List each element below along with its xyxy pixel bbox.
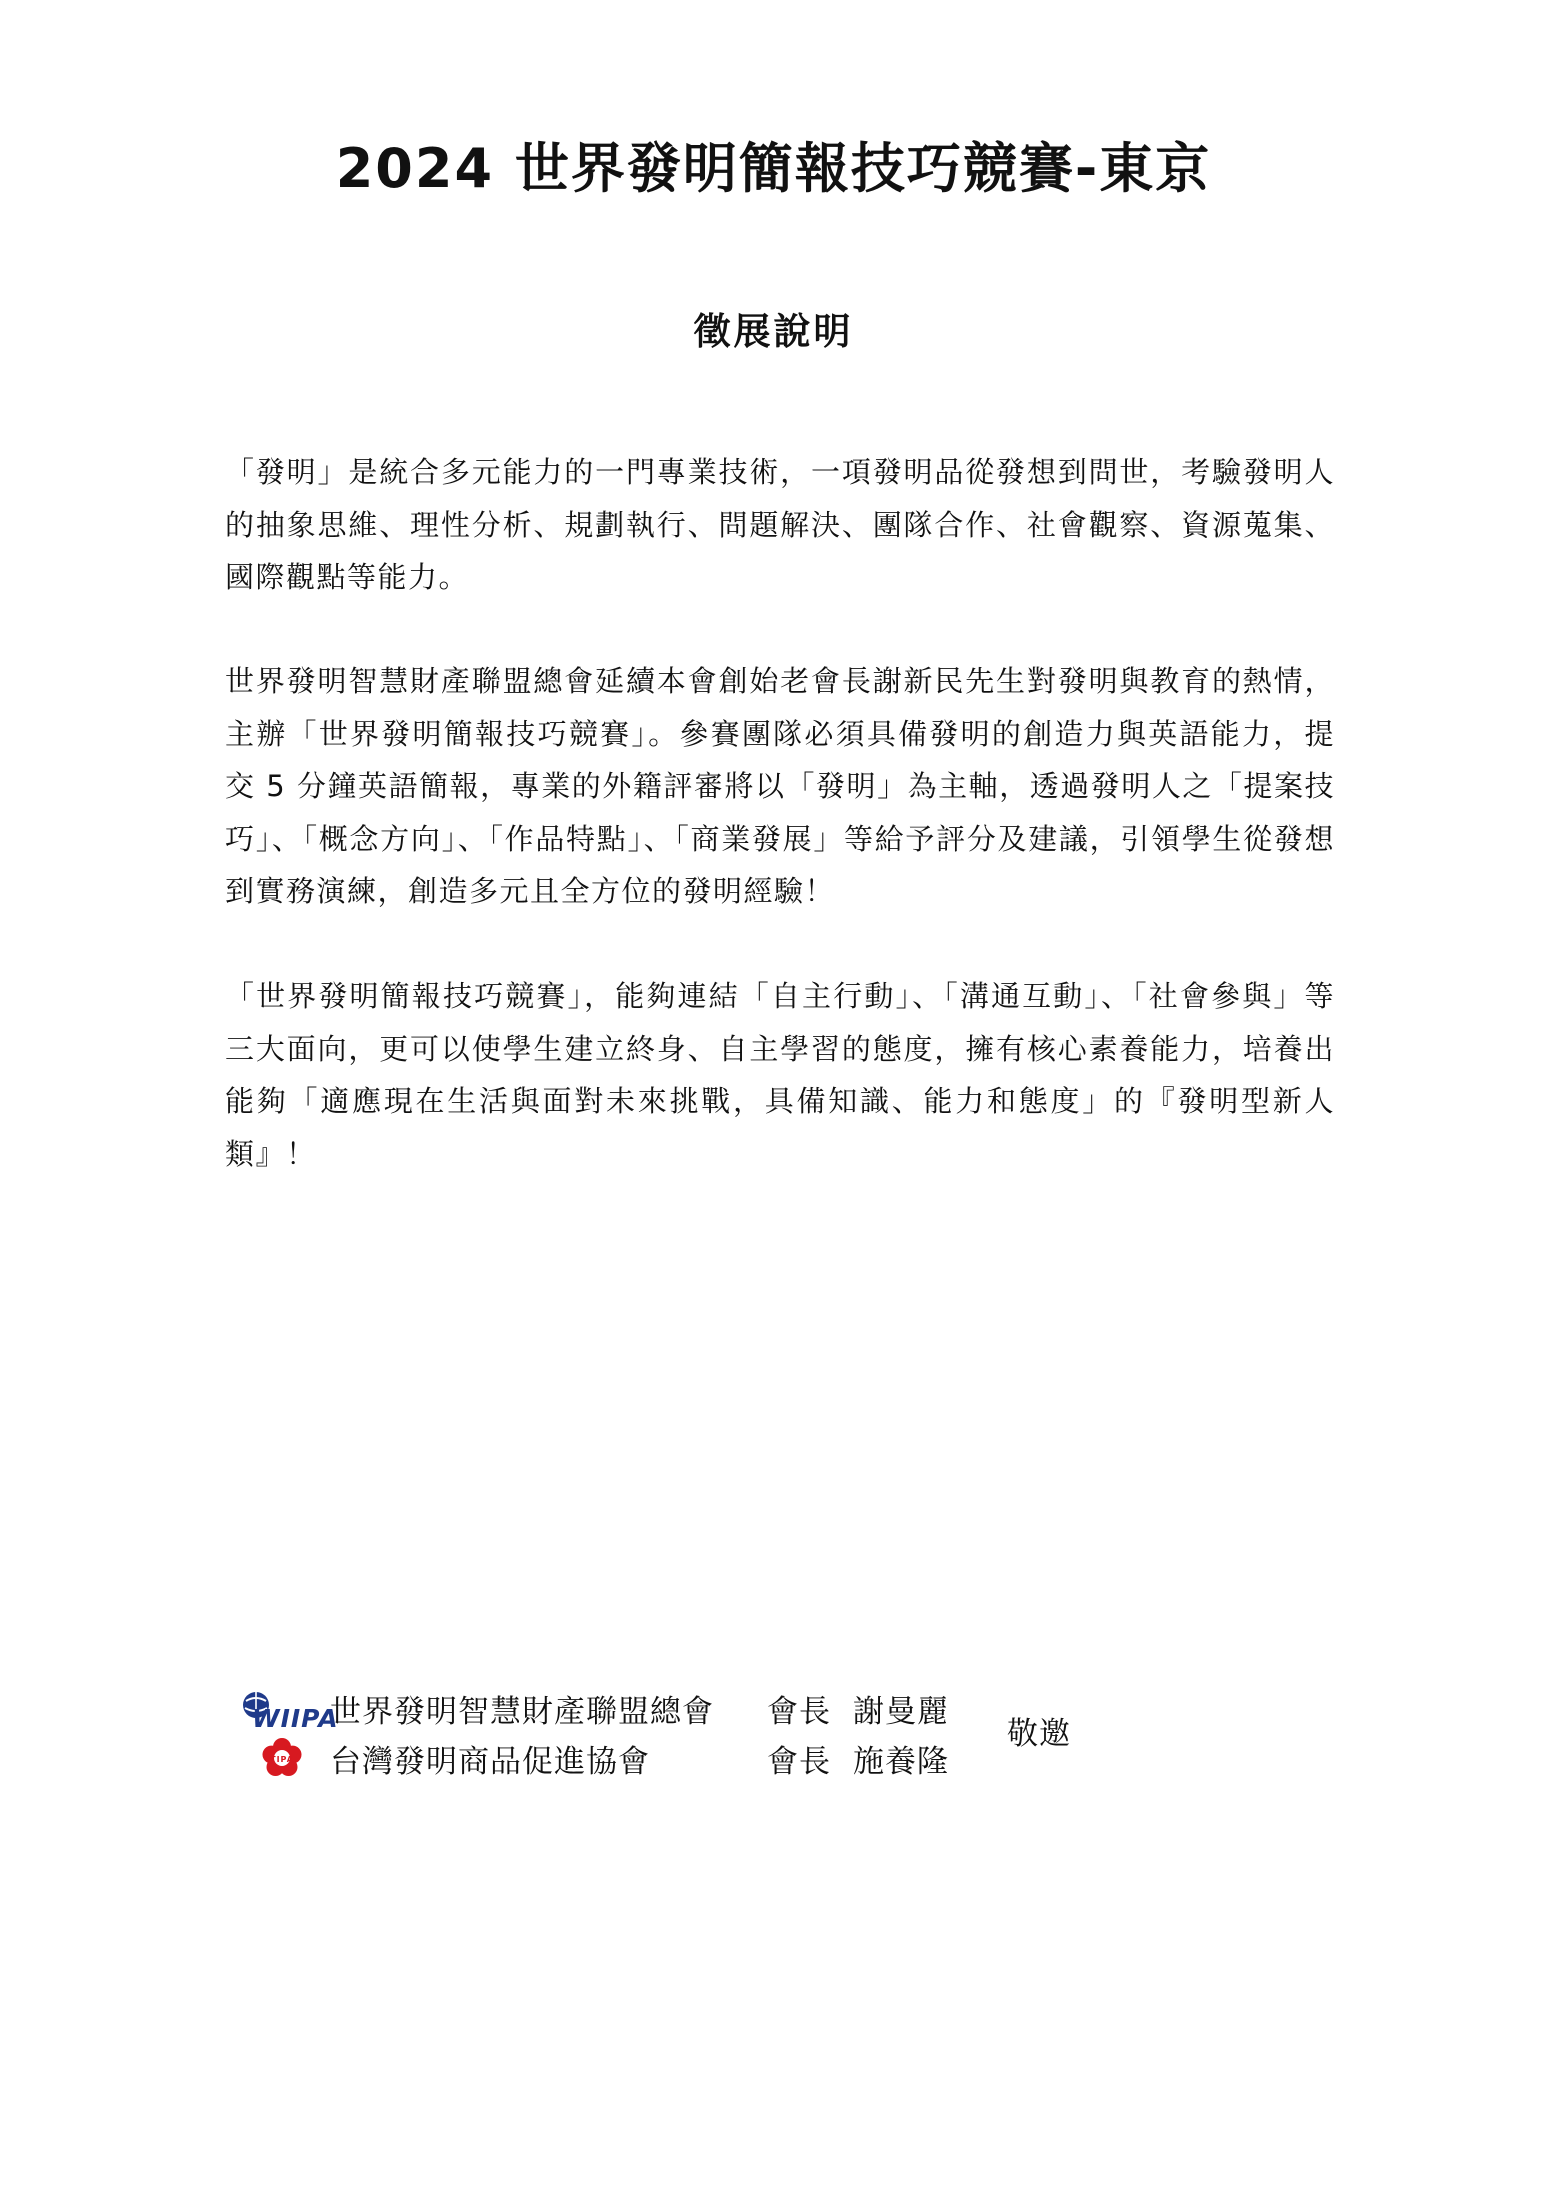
signature-row-tipa [240, 1733, 949, 1783]
svg-text:TIPA: TIPA [270, 1755, 294, 1764]
signer-role: 會長 [767, 1743, 831, 1780]
organization-name: 世界發明智慧財產聯盟總會 [330, 1693, 714, 1730]
signature-row-wiipa [240, 1683, 949, 1733]
paragraph-intro: 「發明」是統合多元能力的一門專業技術，一項發明品從發想到問世，考驗發明人的抽象思維、理性分析、規劃執行、問題解決、團隊合作、社會觀察、資源蒐集、國際觀點等能力。 [225, 455, 1335, 594]
red-plum-blossom-logo-icon [240, 1735, 324, 1781]
wiipa-globe-logo-icon [240, 1685, 339, 1733]
organization-name: 台灣發明商品促進協會 [330, 1743, 650, 1780]
signer-role: 會長 [767, 1693, 831, 1730]
document-title: 2024 世界發明簡報技巧競賽-東京 [335, 137, 1212, 200]
document-subtitle: 徵展說明 [693, 310, 854, 353]
closing-invitation: 敬邀 [1007, 1716, 1071, 1752]
paragraph-competition: 世界發明智慧財產聯盟總會延續本會創始老會長謝新民先生對發明與教育的熱情，主辦「世界發明簡報技巧競賽」。參賽團隊必須具備發明的創造力與英語能力，提交 5 分鐘英語簡報，專業的外籍評審將以「發明」為主軸，透過發明人之「提案技巧」、「概念方向」、「作品特點」、「商業發展」等給予評分及建議，引領學生從發想到實務演練，創造多元且全方位的發明經驗！ [225, 664, 1335, 908]
signer-name: 謝曼麗 [853, 1693, 949, 1730]
signer-name: 施養隆 [853, 1743, 949, 1780]
signature-block [240, 1683, 1140, 1793]
paragraph-benefits: 「世界發明簡報技巧競賽」，能夠連結「自主行動」、「溝通互動」、「社會參與」等三大面向，更可以使學生建立終身、自主學習的態度，擁有核心素養能力，培養出能夠「適應現在生活與面對未來挑戰，具備知識、能力和態度」的『發明型新人類』！ [225, 979, 1335, 1171]
svg-text:WIIPA: WIIPA [252, 1704, 339, 1733]
